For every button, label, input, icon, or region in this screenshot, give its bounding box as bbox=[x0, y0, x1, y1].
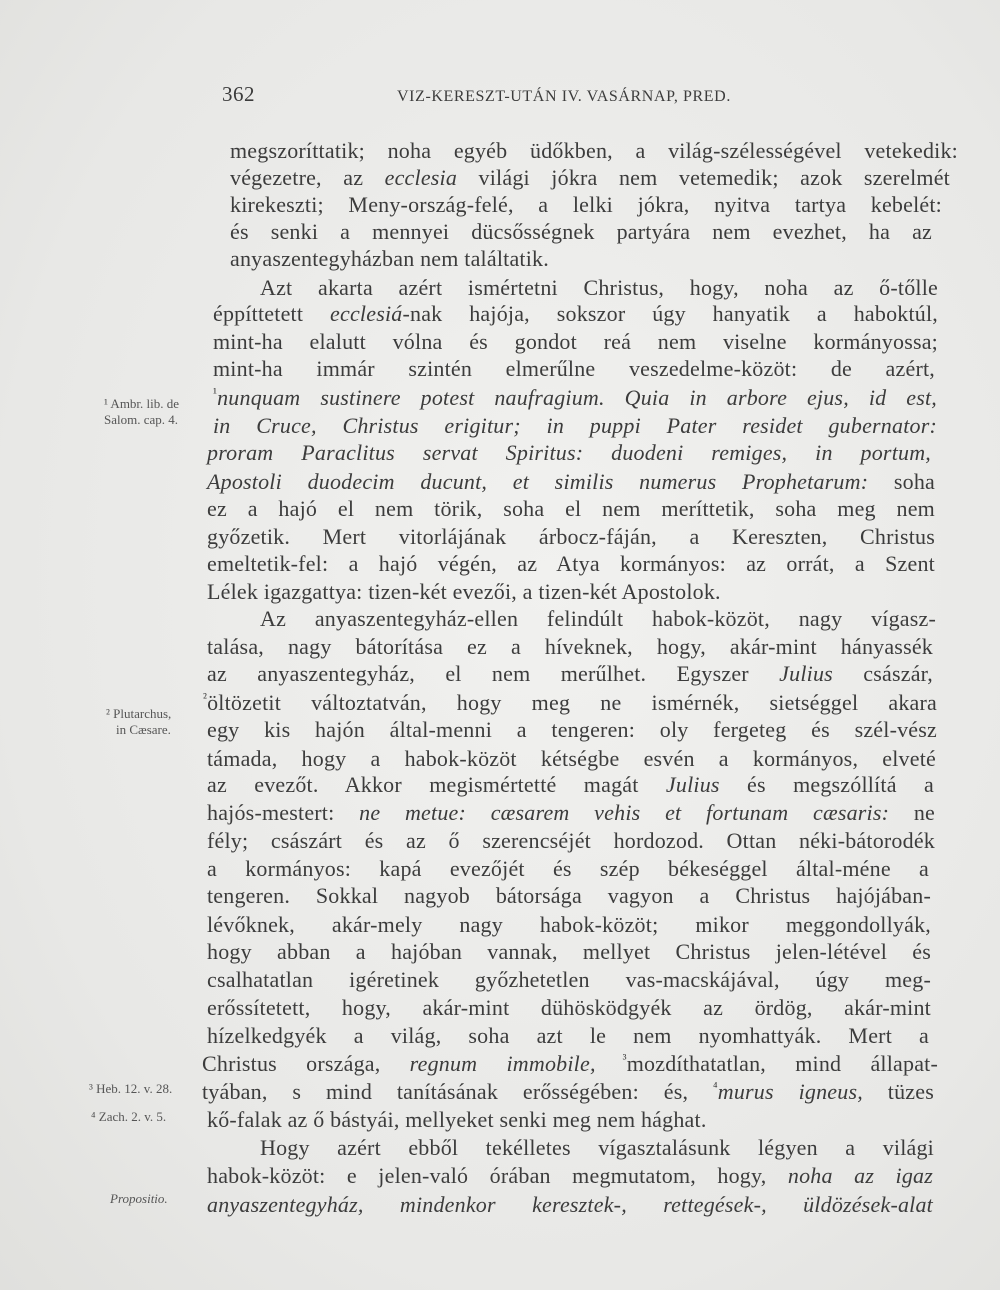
text-line bbox=[207, 773, 934, 797]
text-line bbox=[207, 747, 936, 771]
text-run: ne bbox=[889, 800, 936, 825]
text-line bbox=[213, 302, 938, 326]
footnote-marker: ¹ bbox=[213, 385, 218, 400]
text-run: és megszóllítá a bbox=[719, 772, 934, 797]
text-run: hajós-mestert: bbox=[207, 800, 360, 825]
text-run: habok-közöt: e jelen-való órában megmutatom, hogy, bbox=[207, 1163, 788, 1188]
italic-text: murus igneus, bbox=[717, 1079, 863, 1104]
text-line bbox=[207, 662, 933, 686]
margin-note-line: in Cæsare. bbox=[116, 722, 171, 737]
text-line bbox=[230, 193, 942, 217]
text-run: kirekeszti; Meny-ország-felé, a lelki jókra, nyitva tartya kebelét: bbox=[230, 192, 942, 217]
text-run: és senki a mennyei dücsősségnek partyára nem evezhet, ha az bbox=[230, 219, 932, 244]
italic-text: noha az igaz bbox=[787, 1163, 933, 1188]
text-line bbox=[207, 996, 931, 1020]
text-line bbox=[230, 139, 958, 163]
text-run: mozdíthatatlan, mind állapat- bbox=[626, 1051, 938, 1076]
margin-note-hebrews bbox=[89, 1081, 172, 1097]
text-line bbox=[207, 1108, 727, 1132]
running-title: VIZ-KERESZT-UTÁN IV. VASÁRNAP, PRED. bbox=[397, 88, 731, 105]
italic-text: Apostoli duodecim ducunt, et similis numerus Prophetarum: bbox=[207, 469, 869, 494]
text-run: anyaszentegyházban nem találtatik. bbox=[230, 246, 549, 271]
margin-note-line: ³ Heb. 12. v. 28. bbox=[89, 1081, 173, 1096]
text-line bbox=[207, 525, 935, 549]
text-run: ez a hajó el nem törik, soha el nem meríttetik, soha meg nem bbox=[207, 496, 935, 521]
text-run: emeltetik-fel: a hajó végén, az Atya kormányos: az orrát, a Szent bbox=[207, 551, 935, 576]
text-line bbox=[213, 357, 935, 381]
text-run: megszoríttatik; noha egyéb üdőkben, a világ-szélességével vetekedik: bbox=[230, 138, 958, 163]
text-run: mint-ha immár szintén elmerűlne veszedelme-közöt: de azért, bbox=[213, 356, 935, 381]
text-run: csalhatatlan igéretinek győzhetetlen vas-macskájával, úgy meg- bbox=[207, 967, 931, 992]
text-line bbox=[207, 470, 935, 494]
text-line bbox=[260, 276, 938, 300]
text-run: soha bbox=[868, 469, 936, 494]
text-run: talása, nagy bátorítása ez a híveknek, hogy, akár-mint hányassék bbox=[207, 634, 933, 659]
text-line bbox=[207, 968, 931, 992]
text-line bbox=[213, 330, 938, 354]
text-line bbox=[207, 1024, 929, 1048]
text-line bbox=[202, 1080, 934, 1104]
italic-text: anyaszentegyház, mindenkor keresztek-, rettegések-, üldözések-alat bbox=[207, 1192, 933, 1217]
text-run: hogy abban a hajóban vannak, mellyet Christus jelen-létével és bbox=[207, 939, 931, 964]
text-line bbox=[230, 247, 610, 271]
text-line bbox=[207, 857, 929, 881]
margin-note-zachariah bbox=[91, 1109, 166, 1125]
text-run: világi jókra nem vetemedik; azok szerelmét bbox=[457, 165, 950, 190]
text-run: a kormányos: kapá evezőjét és szép békeséggel által-méne a bbox=[207, 856, 929, 881]
text-run: győzetik. Mert vitorlájának árbocz-fáján, a Kereszten, Christus bbox=[207, 524, 935, 549]
text-line bbox=[207, 884, 931, 908]
text-line bbox=[207, 580, 797, 604]
margin-note-line: ² Plutarchus, bbox=[106, 706, 172, 721]
text-line bbox=[207, 1193, 933, 1217]
text-run: lévőknek, akár-mely nagy habok-közöt; mikor meggondollyák, bbox=[207, 912, 931, 937]
text-run: egy kis hajón által-menni a tengeren: oly fergeteg és szél-vész bbox=[207, 717, 937, 742]
text-run: az anyaszentegyház, el nem merűlhet. Egyszer bbox=[207, 661, 780, 686]
italic-text: ecclesiá bbox=[330, 301, 403, 326]
text-line bbox=[213, 414, 937, 438]
text-run: Hogy azért ebből tekélletes vígasztalásunk légyen a világi bbox=[260, 1135, 934, 1160]
text-line bbox=[260, 607, 936, 631]
italic-text: Julius bbox=[779, 661, 833, 686]
margin-note-plutarchus bbox=[106, 706, 171, 738]
footnote-marker: ⁴ bbox=[713, 1079, 718, 1094]
italic-text: ecclesia bbox=[384, 165, 458, 190]
text-line bbox=[213, 386, 937, 410]
text-line bbox=[207, 635, 933, 659]
text-line bbox=[207, 829, 935, 853]
margin-note-line: Salom. cap. 4. bbox=[104, 412, 179, 427]
margin-note-line: Propositio. bbox=[110, 1191, 168, 1206]
text-run: tengeren. Sokkal nagyob bátorsága vagyon a Christus hajójában- bbox=[207, 883, 931, 908]
margin-note-line: ⁴ Zach. 2. v. 5. bbox=[91, 1109, 167, 1124]
text-line bbox=[207, 940, 931, 964]
text-line bbox=[260, 1136, 934, 1160]
text-line bbox=[230, 166, 950, 190]
footnote-marker: ³ bbox=[595, 1051, 627, 1066]
text-run: kő-falak az ő bástyái, mellyeket senki meg nem hághat. bbox=[207, 1107, 707, 1132]
page-number: 362 bbox=[222, 82, 255, 106]
margin-note-propositio bbox=[110, 1191, 168, 1207]
text-run: végezetre, az bbox=[230, 165, 385, 190]
text-line bbox=[207, 718, 937, 742]
text-run: öltözetit változtatván, hogy meg ne ismérnék, sietséggel akara bbox=[207, 690, 937, 715]
italic-text: regnum immobile, bbox=[409, 1051, 596, 1076]
text-line bbox=[207, 1164, 933, 1188]
italic-text: proram Paraclitus servat Spiritus: duodeni remiges, in portum, bbox=[207, 440, 931, 465]
footnote-marker: ² bbox=[203, 690, 208, 705]
text-run: erőssítetett, hogy, akár-mint dühösködgyék az ördög, akár-mint bbox=[207, 995, 931, 1020]
text-run: tyában, s mind tanításának erősségében: és, bbox=[202, 1079, 713, 1104]
italic-text: Julius bbox=[665, 772, 720, 797]
text-run: Azt akarta azért ismértetni Christus, hogy, noha az ő-tőlle bbox=[260, 275, 938, 300]
text-line bbox=[207, 497, 935, 521]
text-line bbox=[202, 1052, 938, 1076]
text-run: Az anyaszentegyház-ellen felindúlt habok-közöt, nagy vígasz- bbox=[260, 606, 936, 631]
text-line bbox=[230, 220, 932, 244]
margin-note-ambrosius bbox=[104, 396, 179, 428]
text-run: Lélek igazgattya: tizen-két evezői, a tizen-két Apostolok. bbox=[207, 579, 721, 604]
text-run: tüzes bbox=[862, 1079, 934, 1104]
text-line bbox=[207, 552, 935, 576]
text-run: mint-ha elalutt vólna és gondot reá nem viselne kormányossa; bbox=[213, 329, 938, 354]
italic-text: nunquam sustinere potest naufragium. Quia in arbore ejus, id est, bbox=[217, 385, 937, 410]
text-run: támada, hogy a habok-közöt kétségbe esvén a kormányos, elveté bbox=[207, 746, 936, 771]
margin-note-line: ¹ Ambr. lib. de bbox=[104, 396, 180, 411]
text-run: Christus országa, bbox=[202, 1051, 410, 1076]
text-line bbox=[207, 441, 931, 465]
text-run: fély; császárt és az ő szerencséjét hordozod. Ottan néki-bátorodék bbox=[207, 828, 935, 853]
text-run: hízelkedgyék a világ, soha azt le nem nyomhattyák. Mert a bbox=[207, 1023, 929, 1048]
text-run: -nak hajója, sokszor úgy hanyatik a haboktúl, bbox=[402, 301, 938, 326]
text-run: az evezőt. Akkor megismértetté magát bbox=[207, 772, 666, 797]
text-line bbox=[203, 691, 937, 715]
text-run: császár, bbox=[832, 661, 933, 686]
text-run: éppíttetett bbox=[213, 301, 331, 326]
text-line bbox=[207, 913, 931, 937]
italic-text: ne metue: cæsarem vehis et fortunam cæsaris: bbox=[359, 800, 890, 825]
text-line bbox=[207, 801, 935, 825]
italic-text: in Cruce, Christus erigitur; in puppi Pater residet gubernator: bbox=[213, 413, 937, 438]
